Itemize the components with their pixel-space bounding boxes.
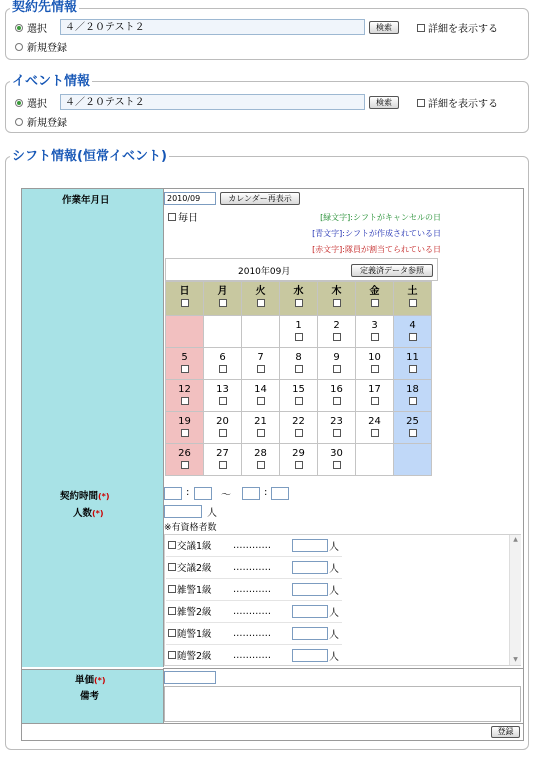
- scroll-up-icon[interactable]: ▲: [513, 536, 518, 543]
- weekday-sat-checkbox[interactable]: [409, 299, 417, 307]
- calendar-day-checkbox[interactable]: [181, 397, 189, 405]
- weekday-fri-label: 金: [369, 286, 380, 297]
- calendar-day-checkbox[interactable]: [219, 397, 227, 405]
- legend-blue: [青文字]:シフトが作成されている日: [312, 229, 441, 238]
- calendar-day-checkbox[interactable]: [333, 397, 341, 405]
- calendar-day-checkbox[interactable]: [181, 365, 189, 373]
- weekday-wed-checkbox[interactable]: [295, 299, 303, 307]
- calendar-day-number: 15: [292, 384, 305, 395]
- weekday-sat: [394, 282, 432, 316]
- calendar-day-number: 9: [333, 352, 340, 363]
- weekday-thu-checkbox[interactable]: [333, 299, 341, 307]
- calendar-week: [166, 380, 432, 412]
- weekday-sat-label: 土: [407, 286, 418, 297]
- calendar-day-checkbox[interactable]: [219, 365, 227, 373]
- headcount-label-text: 人数: [73, 508, 93, 519]
- qualification-label: 交議2級: [177, 563, 212, 574]
- weekday-fri: [356, 282, 394, 316]
- calendar-day-number: 18: [406, 384, 419, 395]
- qualification-label: 雑警2級: [177, 607, 212, 618]
- calendar-day-number: 21: [254, 416, 267, 427]
- qualification-count-input[interactable]: [292, 605, 328, 618]
- calendar-day[interactable]: [394, 412, 432, 444]
- calendar-day[interactable]: [394, 380, 432, 412]
- calendar-day[interactable]: [204, 444, 242, 476]
- contract-detail-toggle[interactable]: [417, 20, 498, 35]
- calendar-day-number: 4: [409, 320, 416, 331]
- calendar-day[interactable]: [166, 380, 204, 412]
- event-select-field[interactable]: ４／２０テスト２: [60, 94, 365, 110]
- qualification-label: 交議1級: [177, 541, 212, 552]
- calendar-day-checkbox[interactable]: [371, 397, 379, 405]
- row-divider-bottom: [22, 723, 523, 724]
- contract-new-radio[interactable]: [15, 43, 23, 51]
- calendar-day-number: 19: [178, 416, 191, 427]
- calendar-day-checkbox[interactable]: [295, 397, 303, 405]
- qualification-unit: 人: [329, 542, 339, 553]
- qualification-dots: …………: [233, 649, 271, 661]
- qualification-divider: [166, 578, 342, 579]
- row-divider: [163, 668, 523, 669]
- qualification-checkbox[interactable]: [168, 563, 176, 571]
- calendar-day[interactable]: [318, 444, 356, 476]
- weekday-mon-checkbox[interactable]: [219, 299, 227, 307]
- event-detail-toggle[interactable]: [417, 95, 498, 110]
- month-input[interactable]: 2010/09: [164, 192, 216, 205]
- contract-select-field[interactable]: ４／２０テスト２: [60, 19, 365, 35]
- qualification-row: [168, 560, 301, 574]
- qualification-divider: [166, 622, 342, 623]
- calendar-day-checkbox[interactable]: [257, 429, 265, 437]
- qualified-note: ※有資格者数: [164, 523, 217, 533]
- qualification-checkbox[interactable]: [168, 651, 176, 659]
- calendar-day[interactable]: [166, 348, 204, 380]
- qualification-label: 雑警1級: [177, 585, 212, 596]
- calendar-day-number: 5: [181, 352, 188, 363]
- calendar-day[interactable]: [356, 348, 394, 380]
- calendar-week: [166, 412, 432, 444]
- calendar-day[interactable]: [356, 380, 394, 412]
- calendar-day-number: 16: [330, 384, 343, 395]
- remarks-label: 備考: [80, 691, 100, 702]
- calendar-day-number: 8: [295, 352, 302, 363]
- scroll-down-icon[interactable]: ▼: [513, 656, 518, 663]
- calendar-day[interactable]: [242, 380, 280, 412]
- qualification-count-input[interactable]: [292, 627, 328, 640]
- end-minute-input[interactable]: [271, 487, 289, 500]
- event-search-button[interactable]: 検索: [369, 96, 399, 109]
- qualification-count-input[interactable]: [292, 561, 328, 574]
- start-minute-input[interactable]: [194, 487, 212, 500]
- calendar-day-number: 12: [178, 384, 191, 395]
- calendar-day[interactable]: [204, 412, 242, 444]
- qualification-count-input[interactable]: [292, 539, 328, 552]
- weekday-sun-checkbox[interactable]: [181, 299, 189, 307]
- qualification-row: [168, 604, 301, 618]
- qualification-dots: …………: [233, 627, 271, 639]
- every-day-toggle[interactable]: [168, 209, 198, 224]
- qualification-checkbox[interactable]: [168, 585, 176, 593]
- qualification-count-input[interactable]: [292, 649, 328, 662]
- weekday-row: [166, 282, 432, 316]
- calendar-day-checkbox[interactable]: [409, 397, 417, 405]
- contract-select-label: 選択: [27, 24, 47, 35]
- weekday-mon-label: 月: [217, 286, 228, 297]
- calendar-day-number: 14: [254, 384, 267, 395]
- calendar-day[interactable]: [318, 348, 356, 380]
- calendar-empty-cell: [204, 316, 242, 348]
- qualification-dots: …………: [233, 561, 271, 573]
- weekday-thu-label: 木: [331, 286, 342, 297]
- start-hour-input[interactable]: [164, 487, 182, 500]
- qualification-row: [168, 538, 301, 552]
- qualification-unit: 人: [329, 630, 339, 641]
- start-time-sep: :: [186, 487, 190, 498]
- calendar-day-checkbox[interactable]: [219, 461, 227, 469]
- event-section-title: イベント情報: [12, 74, 91, 89]
- contract-detail-checkbox[interactable]: [417, 24, 425, 32]
- calendar-day-number: 25: [406, 416, 419, 427]
- qualification-checkbox[interactable]: [168, 607, 176, 615]
- calendar-day-checkbox[interactable]: [333, 461, 341, 469]
- every-day-label: 毎日: [178, 213, 198, 224]
- event-select-option[interactable]: [15, 95, 47, 110]
- calendar-day[interactable]: [356, 316, 394, 348]
- headcount-label: [73, 505, 104, 519]
- registered-data-button[interactable]: 定義済データ参照: [351, 264, 433, 277]
- calendar-day-checkbox[interactable]: [219, 429, 227, 437]
- qualification-count-input[interactable]: [292, 583, 328, 596]
- calendar-day-number: 7: [257, 352, 264, 363]
- calendar-day[interactable]: [394, 348, 432, 380]
- qualification-divider: [166, 556, 342, 557]
- time-range-sep: 〜: [221, 490, 231, 501]
- calendar-day-checkbox[interactable]: [181, 429, 189, 437]
- calendar-day-checkbox[interactable]: [333, 365, 341, 373]
- weekday-tue-label: 火: [255, 286, 266, 297]
- weekday-wed: [280, 282, 318, 316]
- qualification-divider: [166, 600, 342, 601]
- qualification-row: [168, 582, 301, 596]
- calendar-day[interactable]: [242, 412, 280, 444]
- headcount-input[interactable]: [164, 505, 202, 518]
- calendar-day[interactable]: [166, 444, 204, 476]
- calendar-redisplay-button[interactable]: カレンダー再表示: [220, 192, 300, 205]
- calendar-day[interactable]: [204, 380, 242, 412]
- calendar-day[interactable]: [280, 444, 318, 476]
- every-day-checkbox[interactable]: [168, 213, 176, 221]
- calendar-day-checkbox[interactable]: [257, 461, 265, 469]
- event-detail-checkbox[interactable]: [417, 99, 425, 107]
- calendar-day-number: 13: [216, 384, 229, 395]
- calendar-day-checkbox[interactable]: [295, 365, 303, 373]
- calendar-day-number: 23: [330, 416, 343, 427]
- contract-select-radio[interactable]: [15, 24, 23, 32]
- calendar-day-number: 3: [371, 320, 378, 331]
- calendar-day-number: 2: [333, 320, 340, 331]
- event-new-option[interactable]: [15, 114, 67, 129]
- contract-section-title: 契約先情報: [12, 0, 78, 15]
- qualification-divider: [166, 644, 342, 645]
- calendar-day-checkbox[interactable]: [333, 429, 341, 437]
- weekday-thu: [318, 282, 356, 316]
- calendar-day-number: 6: [219, 352, 226, 363]
- calendar-day[interactable]: [356, 412, 394, 444]
- calendar-day[interactable]: [242, 444, 280, 476]
- contract-detail-label: 詳細を表示する: [428, 24, 498, 35]
- calendar-day[interactable]: [318, 316, 356, 348]
- calendar-day-number: 1: [295, 320, 302, 331]
- calendar-empty-cell: [356, 444, 394, 476]
- calendar-day[interactable]: [318, 412, 356, 444]
- work-date-label: 作業年月日: [62, 195, 110, 206]
- weekday-tue-checkbox[interactable]: [257, 299, 265, 307]
- end-time-sep: :: [264, 487, 268, 498]
- calendar-day-checkbox[interactable]: [295, 461, 303, 469]
- contract-search-button[interactable]: 検索: [369, 21, 399, 34]
- calendar-day[interactable]: [280, 316, 318, 348]
- weekday-sun: [166, 282, 204, 316]
- headcount-required: (*): [92, 509, 104, 518]
- calendar-day-checkbox[interactable]: [257, 365, 265, 373]
- calendar-day-number: 30: [330, 448, 343, 459]
- calendar-day-checkbox[interactable]: [295, 429, 303, 437]
- qualification-label: 随警1級: [177, 629, 212, 640]
- calendar-day[interactable]: [242, 348, 280, 380]
- calendar-day-checkbox[interactable]: [257, 397, 265, 405]
- weekday-wed-label: 水: [293, 286, 304, 297]
- qualification-dots: …………: [233, 605, 271, 617]
- calendar-day[interactable]: [280, 380, 318, 412]
- calendar-day[interactable]: [280, 348, 318, 380]
- calendar-day-number: 28: [254, 448, 267, 459]
- calendar-day[interactable]: [318, 380, 356, 412]
- calendar-week: [166, 444, 432, 476]
- legend-green: [緑文字]:シフトがキャンセルの日: [320, 213, 441, 222]
- calendar-empty-cell: [394, 444, 432, 476]
- calendar-day[interactable]: [394, 316, 432, 348]
- calendar-week: [166, 316, 432, 348]
- unit-price-input[interactable]: [164, 671, 216, 684]
- qualification-unit: 人: [329, 652, 339, 663]
- calendar-day-checkbox[interactable]: [409, 333, 417, 341]
- qualification-checkbox[interactable]: [168, 629, 176, 637]
- qualification-unit: 人: [329, 586, 339, 597]
- calendar-empty-cell: [242, 316, 280, 348]
- qualification-label: 随警2級: [177, 651, 212, 662]
- event-select-radio[interactable]: [15, 99, 23, 107]
- unit-price-label: [75, 672, 106, 686]
- calendar-grid: [165, 281, 432, 476]
- contract-time-label: [60, 488, 110, 502]
- register-button[interactable]: 登録: [491, 726, 520, 738]
- shift-section-title: シフト情報(恒常イベント): [12, 149, 167, 164]
- calendar-day-checkbox[interactable]: [181, 461, 189, 469]
- calendar-empty-cell: [166, 316, 204, 348]
- weekday-fri-checkbox[interactable]: [371, 299, 379, 307]
- qualification-unit: 人: [329, 608, 339, 619]
- qualification-dots: …………: [233, 583, 271, 595]
- qualification-checkbox[interactable]: [168, 541, 176, 549]
- calendar-days: [166, 316, 432, 476]
- contract-time-label-text: 契約時間: [60, 491, 99, 502]
- qualification-scrollbar[interactable]: [509, 535, 521, 665]
- calendar-day-number: 20: [216, 416, 229, 427]
- unit-price-label-text: 単価: [75, 675, 95, 686]
- calendar-day-checkbox[interactable]: [409, 365, 417, 373]
- calendar-day-checkbox[interactable]: [295, 333, 303, 341]
- calendar-day-checkbox[interactable]: [371, 429, 379, 437]
- calendar-day-checkbox[interactable]: [371, 365, 379, 373]
- event-select-label: 選択: [27, 99, 47, 110]
- calendar-day-number: 17: [368, 384, 381, 395]
- label-column: [22, 189, 164, 667]
- headcount-unit: 人: [207, 508, 217, 519]
- event-detail-label: 詳細を表示する: [428, 99, 498, 110]
- calendar-day-checkbox[interactable]: [371, 333, 379, 341]
- calendar-day[interactable]: [166, 412, 204, 444]
- qualification-row: [168, 626, 301, 640]
- weekday-sun-label: 日: [179, 286, 190, 297]
- calendar-week: [166, 348, 432, 380]
- weekday-mon: [204, 282, 242, 316]
- calendar-day-checkbox[interactable]: [333, 333, 341, 341]
- end-hour-input[interactable]: [242, 487, 260, 500]
- calendar-day-number: 10: [368, 352, 381, 363]
- qualification-row: [168, 648, 301, 662]
- contract-new-label: 新規登録: [27, 43, 67, 54]
- calendar-title: 2010年09月: [238, 267, 291, 277]
- contract-select-option[interactable]: [15, 20, 47, 35]
- legend-red: [赤文字]:隊員が割当てられている日: [312, 245, 441, 254]
- calendar-day-number: 29: [292, 448, 305, 459]
- weekday-tue: [242, 282, 280, 316]
- calendar-day[interactable]: [280, 412, 318, 444]
- event-new-label: 新規登録: [27, 118, 67, 129]
- event-new-radio[interactable]: [15, 118, 23, 126]
- qualification-unit: 人: [329, 564, 339, 575]
- calendar-day-checkbox[interactable]: [409, 429, 417, 437]
- calendar-day-number: 26: [178, 448, 191, 459]
- qualification-dots: …………: [233, 539, 271, 551]
- contract-time-required: (*): [98, 492, 110, 501]
- unit-price-required: (*): [94, 676, 106, 685]
- calendar-day[interactable]: [204, 348, 242, 380]
- calendar-day-number: 22: [292, 416, 305, 427]
- remarks-textarea[interactable]: [164, 686, 521, 722]
- calendar-day-number: 11: [406, 352, 419, 363]
- contract-new-option[interactable]: [15, 39, 67, 54]
- calendar-day-number: 24: [368, 416, 381, 427]
- calendar-day-number: 27: [216, 448, 229, 459]
